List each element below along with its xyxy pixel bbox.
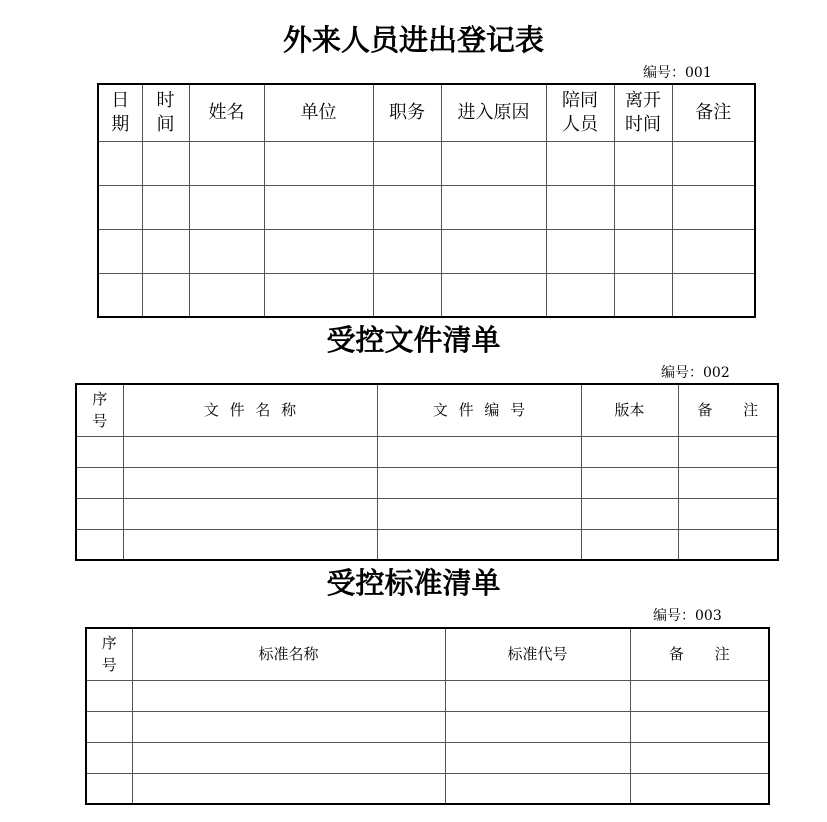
table-cell[interactable] — [581, 498, 678, 529]
table-cell[interactable] — [189, 273, 264, 317]
table-cell[interactable] — [142, 141, 189, 185]
controlled-standards-header-row — [86, 628, 769, 680]
table-cell[interactable] — [373, 185, 441, 229]
table-cell[interactable] — [546, 273, 614, 317]
table-cell[interactable] — [98, 141, 142, 185]
table-cell[interactable] — [445, 742, 630, 773]
header-remarks: 备注 — [672, 84, 755, 141]
table-cell[interactable] — [123, 498, 377, 529]
table-row — [76, 529, 778, 560]
table-cell[interactable] — [264, 273, 373, 317]
table-cell[interactable] — [630, 680, 769, 711]
table-cell[interactable] — [377, 529, 581, 560]
table-cell[interactable] — [132, 742, 445, 773]
table-cell[interactable] — [581, 529, 678, 560]
table-cell[interactable] — [373, 229, 441, 273]
table-cell[interactable] — [441, 273, 546, 317]
controlled-documents-header-row — [76, 384, 778, 436]
table-cell[interactable] — [672, 185, 755, 229]
table-row — [76, 498, 778, 529]
table-cell[interactable] — [672, 141, 755, 185]
table-cell[interactable] — [377, 436, 581, 467]
table-cell[interactable] — [678, 467, 778, 498]
header-remarks: 备 注 — [630, 628, 769, 680]
table-cell[interactable] — [445, 773, 630, 804]
table-row — [86, 680, 769, 711]
table-cell[interactable] — [373, 273, 441, 317]
table-cell[interactable] — [98, 185, 142, 229]
table-cell[interactable] — [445, 711, 630, 742]
table-cell[interactable] — [86, 773, 132, 804]
table-row — [86, 742, 769, 773]
table-cell[interactable] — [581, 436, 678, 467]
table-row — [98, 273, 755, 317]
table-cell[interactable] — [264, 185, 373, 229]
table-cell[interactable] — [546, 141, 614, 185]
table-cell[interactable] — [672, 273, 755, 317]
table-cell[interactable] — [678, 498, 778, 529]
table-cell[interactable] — [672, 229, 755, 273]
visitor-log-table — [97, 83, 756, 318]
table-cell[interactable] — [678, 529, 778, 560]
table-cell[interactable] — [678, 436, 778, 467]
table-cell[interactable] — [142, 229, 189, 273]
table-cell[interactable] — [441, 141, 546, 185]
table-cell[interactable] — [86, 680, 132, 711]
table-cell[interactable] — [377, 498, 581, 529]
header-document-number: 文 件 编 号 — [377, 384, 581, 436]
table-cell[interactable] — [189, 185, 264, 229]
header-name: 姓名 — [189, 84, 264, 141]
table-cell[interactable] — [86, 742, 132, 773]
table-cell[interactable] — [614, 273, 672, 317]
header-escort: 陪同 人员 — [546, 84, 614, 141]
table-cell[interactable] — [614, 185, 672, 229]
table-cell[interactable] — [373, 141, 441, 185]
controlled-standards-table — [85, 627, 770, 805]
table-cell[interactable] — [98, 273, 142, 317]
table-cell[interactable] — [76, 467, 123, 498]
header-remarks: 备 注 — [678, 384, 778, 436]
table-cell[interactable] — [546, 229, 614, 273]
controlled-standards-title: 受控标准清单 — [326, 566, 501, 600]
table-cell[interactable] — [123, 467, 377, 498]
table-row — [76, 467, 778, 498]
table-cell[interactable] — [123, 529, 377, 560]
header-leave-time: 离开 时间 — [614, 84, 672, 141]
table-cell[interactable] — [76, 498, 123, 529]
table-cell[interactable] — [123, 436, 377, 467]
visitor-log-header-row — [98, 84, 755, 141]
header-time: 时 间 — [142, 84, 189, 141]
table-cell[interactable] — [142, 185, 189, 229]
table-cell[interactable] — [86, 711, 132, 742]
table-cell[interactable] — [98, 229, 142, 273]
header-organization: 单位 — [264, 84, 373, 141]
header-position: 职务 — [373, 84, 441, 141]
table-cell[interactable] — [189, 229, 264, 273]
table-cell[interactable] — [76, 436, 123, 467]
header-standard-code: 标准代号 — [445, 628, 630, 680]
table-cell[interactable] — [614, 229, 672, 273]
table-cell[interactable] — [142, 273, 189, 317]
header-document-name: 文 件 名 称 — [123, 384, 377, 436]
header-serial-number: 序 号 — [76, 384, 123, 436]
visitor-log-title: 外来人员进出登记表 — [282, 23, 544, 57]
table-cell[interactable] — [546, 185, 614, 229]
table-cell[interactable] — [264, 141, 373, 185]
table-row — [98, 141, 755, 185]
controlled-documents-title: 受控文件清单 — [326, 323, 501, 357]
table-cell[interactable] — [377, 467, 581, 498]
header-version: 版本 — [581, 384, 678, 436]
table-row — [98, 185, 755, 229]
table-cell[interactable] — [614, 141, 672, 185]
controlled-standards-code: 编号：003 — [653, 608, 722, 624]
table-cell[interactable] — [445, 680, 630, 711]
header-date: 日 期 — [98, 84, 142, 141]
table-row — [98, 229, 755, 273]
controlled-documents-code: 编号：002 — [661, 365, 730, 381]
table-row — [76, 436, 778, 467]
table-cell[interactable] — [189, 141, 264, 185]
table-cell[interactable] — [132, 711, 445, 742]
table-cell[interactable] — [630, 711, 769, 742]
table-cell[interactable] — [630, 742, 769, 773]
table-cell[interactable] — [264, 229, 373, 273]
header-serial-number: 序 号 — [86, 628, 132, 680]
table-row — [86, 773, 769, 804]
header-entry-reason: 进入原因 — [441, 84, 546, 141]
visitor-log-code: 编号：001 — [643, 65, 712, 81]
table-cell[interactable] — [132, 773, 445, 804]
table-cell[interactable] — [132, 680, 445, 711]
controlled-documents-table — [75, 383, 779, 561]
table-cell[interactable] — [441, 229, 546, 273]
header-standard-name: 标准名称 — [132, 628, 445, 680]
table-row — [86, 711, 769, 742]
table-cell[interactable] — [581, 467, 678, 498]
table-cell[interactable] — [76, 529, 123, 560]
table-cell[interactable] — [630, 773, 769, 804]
table-cell[interactable] — [441, 185, 546, 229]
